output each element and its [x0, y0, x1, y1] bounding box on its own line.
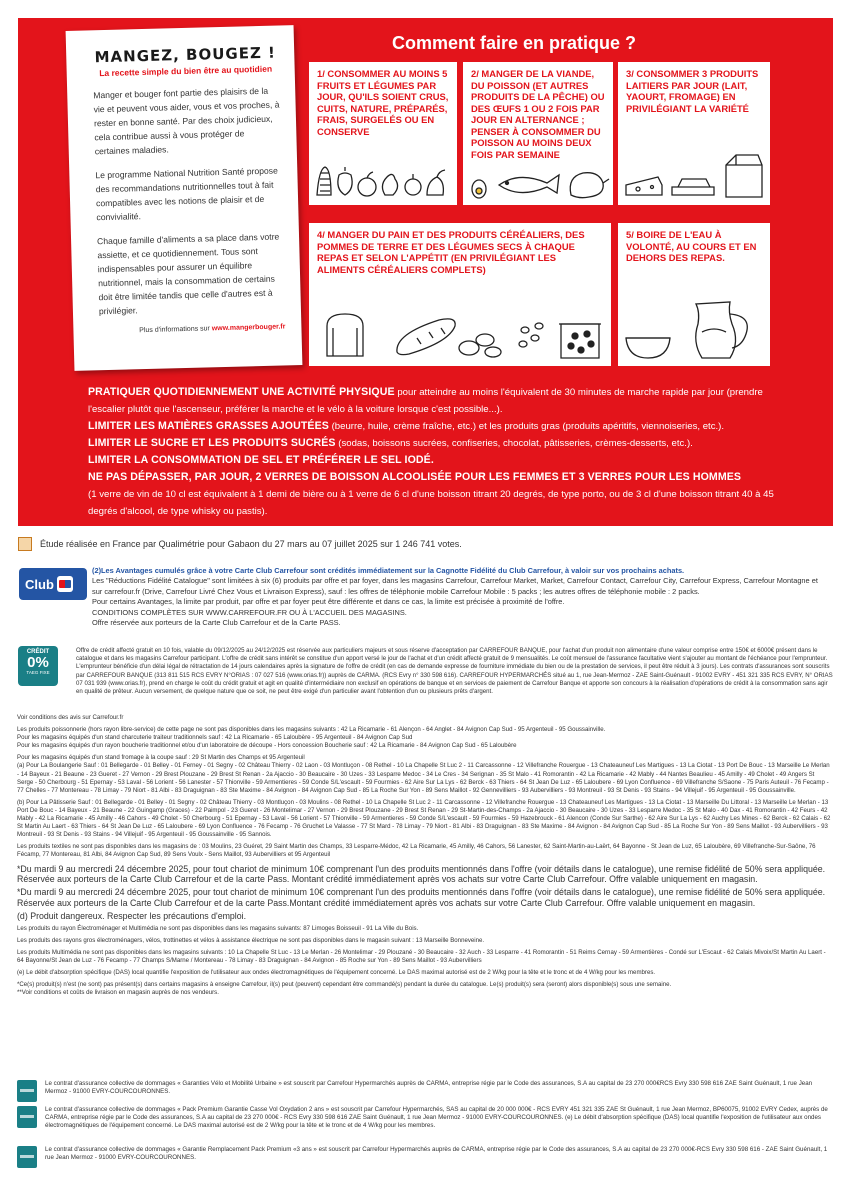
- card-paragraph: Manger et bouger font partie des plaisirs de la vie et peuvent vous aider, vous et vos proches, à rester en bonne santé. Par des choix judicieux, cela contribue aussi à vous protéger de certaines maladies.: [93, 85, 280, 157]
- carrefour-logo-icon: [57, 576, 73, 592]
- recommendation: LIMITER LES MATIÈRES GRASSES AJOUTÉES (beurre, huile, crème fraîche, etc.) et les produits gras (produits apéritifs, viennoiseries, etc.).: [88, 420, 725, 432]
- bread-cereals-icon: [309, 302, 611, 362]
- tip-fruits-vegetables: 1/ CONSOMMER AU MOINS 5 FRUITS ET LÉGUMES PAR JOUR, QU'ILS SOIENT CRUS, CUITS, NATURE, PRÉPARÉS, FRAIS, SURGELÉS OU EN CONSERVE: [309, 62, 457, 205]
- recommendation: NE PAS DÉPASSER, PAR JOUR, 2 VERRES DE BOISSON ALCOOLISÉE POUR LES FEMMES ET 3 VERRES POUR LES HOMMES: [88, 471, 742, 483]
- recommendation: PRATIQUER QUOTIDIENNEMENT UNE ACTIVITÉ PHYSIQUE pour atteindre au moins l'équivalent de 30 minutes de marche rapide par jour (prendre l'escalier plutôt que l'ascenseur, préférer la marche et le vélo à la voiture lorsque c'est possible...).: [88, 386, 763, 415]
- insurance-note: Le contrat d'assurance collective de dommages « Pack Premium Garantie Casse Vol Oxydation 2 ans » est souscrit par Carrefour Hypermarchés, SAS au capital de 20 000 000€ - RCS EVRY 451 321 335 ZAE St Guénault, 1 rue Jean Mermoz, BP60075, 91002 EVRY Cedex, auprès de CARMA, entreprise régie par le Code des assurances, S.A au capital de 23 270 000€ - RCS Evry 330 598 616 ZAE Saint Guénault, 1 rue Jean Mermoz - 91000 EVRY-COURCOURONNES. (e) Le débit d'absorption spécifique (DAS) local quantifie l'exposition de l'utilisateur aux ondes électromagnétiques de l'équipement concerné. Le DAS maximal autorisé est de 2 W/kg pour la tête et le tronc et de 4 W/kg pour les membres.: [17, 1106, 832, 1131]
- card-paragraph: Chaque famille d'aliments a sa place dans votre assiette, et ce quotidiennement. Tous sont indispensables pour assurer un équilibre nutritionnel, mais la consommation de certains doit être limitée tandis que celle d'autres est à privilégier.: [96, 231, 280, 317]
- club-conditions: (2)Les Avantages cumulés grâce à votre Carte Club Carrefour sont crédités immédiatement sur la Cagnotte Fidélité du Club Carrefour, à valoir sur vos prochains achats. Les "Réductions Fidélité Catalogue" sont limitées à six (6) produits par offre et par foyer, dans les magasins Carrefour, Carrefour Market, Market, Carrefour Contact, Carrefour City, Carrefour Express, Carrefour Montagne et sur carrefour.fr (Drive, Carrefour Livré Chez Vous et Livraison Express), sauf : les offres de téléphonie mobile Carrefour Mobile : 5 packs ; les autres offres de téléphonie mobile : 2 packs. Pour certains Avantages, la limite par produit, par offre et par foyer peut être différente et dans ce cas, la limite est précisée à proximité de l'offre. CONDITIONS COMPLÈTES SUR WWW.CARREFOUR.FR OU À L'ACCUEIL DES MAGASINS. Offre réservée aux porteurs de la Carte Club Carrefour et de la Carte PASS.: [92, 566, 830, 628]
- card-paragraph: Le programme National Nutrition Santé propose des recommandations nutritionnelles tout à fait compatibles avec les notions de plaisir et de convivialité.: [95, 165, 278, 223]
- insurance-badge-icon: [17, 1080, 37, 1102]
- credit-conditions: Offre de crédit affecté gratuit en 10 fois, valable du 09/12/2025 au 24/12/2025 est réservée aux particuliers majeurs et sous réserve d'acceptation par CARREFOUR BANQUE, pour l'achat d'un produit non alimentaire d'une valeur comprise entre 150€ et 6000€ présent dans le catalogue et dans les magasins Carrefour participant. L'offre de crédit sans intérêt se constitue d'un apport versé le jour de l'achat et d'un crédit affecté gratuit de 9 mensualités. Le coût mensuel de l'assurance facultative vient s'ajouter au montant de l'échéance pour l'emprunteur. L'emprunteur bénéficie d'un délai légal de rétractation de 14 jours calendaires après la signature de l'offre de crédit (en cas de demande expresse de fourniture immédiate du bien ou de la prestation de services, il peut être réduit à 3 jours). Les contrats d'assurances sont souscrits par CARREFOUR BANQUE (313 811 515 RCS EVRY N°ORIAS : 07 027 516 (www.orias.fr)) auprès de CARMA. (RCS Evry n° 330 598 616). CARREFOUR HYPERMARCHÉS situé au 1, rue Jean-Mermoz - ZAE Saint-Guénault - 91002 EVRY - 451 321 335 RCS EVRY, N° ORIAS 07 031 939 (www.orias.fr), prend en charge le coût du crédit gratuit et agit en qualité d'intermédiaire non exclusif en opérations de banque et en services de paiement de Carrefour Banque et apporte son concours à la réalisation d'opérations de crédit à la consommation sans agir en qualité de prêteur. Aucun versement, de quelque nature que ce soit, ne peut être exigé d'un particulier avant l'obtention d'un ou plusieurs prêts d'argent.: [76, 647, 833, 696]
- fruits-vegetables-icon: [309, 161, 457, 201]
- insurance-badge-icon: [17, 1146, 37, 1168]
- card-more-info: Plus d'informations sur www.mangerbouger.fr: [139, 323, 286, 335]
- dairy-products-icon: [618, 147, 770, 201]
- legal-fine-print: Voir conditions des avis sur Carrefour.fr Les produits poissonnerie (hors rayon libre-service) de cette page ne sont pas disponibles dans les magasins suivants : 42 La Ricamarie - 61 Alençon - 64 Anglet - 84 Avignon Cap Sud - 95 Argenteuil - 95 Goussainville. Pour les magasins équipés d'un stand charcuterie traiteur traditionnels sauf : 42 La Ricamarie - 65 Laloubère - 95 Argenteuil - 84 Avignon Cap Sud Pour les magasins équipés d'un rayon boucherie traditionnel et/ou d'un laboratoire de découpe - Hors concession Boucherie sauf : 42 La Ricamarie - 84 Avignon Cap Sud - 65 Laloubère Pour les magasins équipés d'un stand fromage à la coupe sauf : 29 St Martin des Champs et 95 Argenteuil (a) Pour La Boulangerie Sauf : 01 Bellegarde - 01 Belley - 01 Ferney - 01 Segny - 02 Château Thierry - 02 Laon - 03 Montluçon - 08 Rethel - 10 La Chapelle St Luc 2 - 11 Carcassonne - 12 Villefranche Rouergue - 13 Chateauneuf Les Martigues - 13 La Ciotat - 13 Port De Bouc - 13 Marseille Le Merlan - 14 Bayeux - 21 Beaune - 23 Gueret - 27 Vernon - 29 Brest Plouzane - 29 Brest St Renan - 2a Ajaccio - 30 Beaucaire - 30 Uzes - 33 Lesparre Medoc - 34 Le Cres - 34 Serignan - 35 St Malo - 41 Romorantin - 42 La Ricamarie - 42 Mably - 44 Nantes Beaulieu - 45 Amilly - 49 Cholet - 49 Angers St Serge - 50 Cherbourg - 51 Epernay - 53 Laval - 56 Lorient - 56 Lanester - 57 Thionville - 59 Armentieres - 59 Conde S/L'escault - 59 Fourmies - 62 Aire Sur La Lys - 62 Berck - 63 Thiers - 64 St Jean De Luz - 65 Laloubere - 69 Lyon Confluence - 69 Villefranche S/Saone - 75 Paris Auteuil - 76 Fecamp - 77 Chelles - 77 Montereau - 78 Limay - 79 Niort - 81 Albi - 83 Draguignan - 83 Ste Maxime - 84 Avignon - 84 Avignon Cap Sud - 85 La Roche Sur Yon - 89 Sens Maillot - 92 Gennevilliers - 93 Aubervilliers - 93 Montreuil - 93 St Denis - 93 Stains - 94 Villejuif - 95 Argenteuil - 95 Goussainville. (b) Pour La Pâtisserie Sauf : 01 Bellegarde - 01 Belley - 01 Segny - 02 Château Thierry - 03 Montluçon - 03 Moulins - 08 Rethel - 10 La Chapelle St Luc 2 - 11 Carcassonne - 12 Villefranche Rouergue - 13 Chateauneuf Les Martigues - 13 La Ciotat - 13 Marseille Du Littoral - 13 Marseille Le Merlan - 13 Port De Bouc - 14 Bayeux - 21 Beaune - 22 Guingamp (Graces) - 22 Paimpol - 23 Gueret - 26 Montelimar - 27 Vernon - 29 Brest Plouzane - 29 Brest St Renan - 29 St-Martin-des-Champs - 2a Ajaccio - 30 Beaucaire - 30 Uzes - 33 Lesparre Medoc - 35 St Malo - 40 Dax - 41 Romorantin - 42 Feurs - 42 Mably - 42 La Ricamarie - 45 Amilly - 46 Cahors - 49 Cholet - 50 Cherbourg - 51 Epernay - 53 Laval - 56 Lorient - 57 Thionville - 59 Armentieres - 59 Conde S/L'escault - 59 Fourmies - 59 Hazebrouck - 61 Alencon (Conde Sur Sarthe) - 62 Aire Sur La Lys - 62 Auchy Les Mines - 62 Berck - 62 Calais - 62 St Martin Au Laert - 63 Thiers - 64 St Jean De Luz - 65 Laloubere - 69 Lyon Confluence - 76 Fecamp - 76 Gruchet Le Valasse - 77 St Mard - 78 Limay - 79 Niort - 81 Albi - 83 Draguignan - 83 Ste Maxime - 84 Avignon - 84 Avignon Cap Sud - 85 La Roche Sur Yon - 89 Sens Maillot - 93 Aubervilliers - 93 Montreuil - 93 St Denis - 93 Stains - 94 Villejuif - 95 Argenteuil - 95 Goussainville - 95 Sannois. Les produits textiles ne sont pas disponibles dans les magasins de : 03 Moulins, 23 Guéret, 29 Saint Martin des Champs, 33 Lesparre-Médoc, 42 La Ricamarie, 45 Amilly, 46 Cahors, 56 Lanester, 62 Saint-Martin-au-Laërt, 64 Bayonne - St Jean de Luz, 65 Laloubère, 69 Villefranche-Sur-Saône, 76 Fécamp, 77 Montereau, 81 Albi, 84 Avignon Cap Sud, 89 Sens Voulx - Sens Maillot, 93 Aubervilliers et 95 Argenteuil *Du mardi 9 au mercredi 24 décembre 2025, pour tout chariot de minimum 10€ comprenant l'un des produits mentionnés dans l'offre (voir détails dans le catalogue), une remise fidélité de 50% sera appliquée. Réservée aux porteurs de la Carte Club Carrefour et de la carte Pass. Montant crédité immédiatement après vos achats sur votre Carte Club Carrefour. Offre valable uniquement en magasin. *Du mardi 9 au mercredi 24 décembre 2025, pour tout chariot de minimum 10€ comprenant l'un des produits mentionnés dans l'offre (voir détails dans le catalogue), une remise fidélité de 50% sera appliquée. Réservée aux porteurs de la Carte Club Carrefour et de la carte Pass.Montant crédité immédiatement après vos achats sur votre Carte Club Carrefour. Offre valable uniquement en magasin. (d) Produit dangereux. Respecter les précautions d'emploi. Les produits du rayon Électroménager et Multimédia ne sont pas disponibles dans les magasins suivants: 87 Limoges Boisseuil - 91 La Ville du Bois. Les produits des rayons gros électroménagers, vélos, trottinettes et vélos à assistance électrique ne sont pas disponibles dans le magasin suivant : 13 Marseille Bonneveine. Les produits Multimédia ne sont pas disponibles dans les magasins suivants : 10 La Chapelle St Luc - 13 Le Merlan - 26 Montelimar - 29 Plouzané - 30 Beaucaire - 32 Auch - 33 Lesparre - 41 Romorantin - 51 Reims Cernay - 59 Armentières - Condé sur L'Escaut - 62 Calais Mivoix/St Martin Au Laert - 64 Bayonne/St Jean de Luz - 76 Fecamp - 77 Champs S/Marne / Montereau - 78 Limay - 83 Draguignan - 84 Avignon - 85 Roche sur Yon - 89 Sens Maillot - 93 Aubervilliers (e) Le débit d'absorption spécifique (DAS) local quantifie l'exposition de l'utilisateur aux ondes électromagnétiques de l'équipement concerné. Le DAS maximal autorisé est de 2 W/kg pour la tête et le tronc et de 4 W/kg pour les membres. *Ce(s) produit(s) n'est (ne sont) pas présent(s) dans certains magasins à enseigne Carrefour, il(s) peut (peuvent) cependant être commandé(s) pendant la durée du catalogue. Le(s) produit(s) sera (seront) alors disponible(s) sous une semaine. **Voir conditions et coûts de livraison en magasin auprès de nos vendeurs.: [17, 714, 831, 997]
- insurance-note: Le contrat d'assurance collective de dommages « Garantie Remplacement Pack Premium «3 ans » est souscrit par Carrefour Hypermarchés auprès de CARMA, entreprise régie par le Code des assurances, S.A au capital de 23 270 000€-RCS Evry 330 598 616 - ZAE Saint Guénault, 1 rue Jean Mermoz - 91000 EVRY-COURCOURONNES.: [17, 1146, 832, 1168]
- tip-cereals: 4/ MANGER DU PAIN ET DES PRODUITS CÉRÉALIERS, DES POMMES DE TERRE ET DES LÉGUMES SECS À CHAQUE REPAS ET SELON L'APPÉTIT (EN PRIVILÉGIANT LES ALIMENTS CÉRÉALIERS COMPLETS): [309, 223, 611, 366]
- recommendation: LIMITER LE SUCRE ET LES PRODUITS SUCRÉS (sodas, boissons sucrées, confiseries, chocolat, pâtisseries, crèmes-desserts, etc.).: [88, 437, 693, 449]
- recommendation-note: (1 verre de vin de 10 cl est équivalent à 1 demi de bière ou à 1 verre de 6 cl d'une boisson titrant 20 degrés, de type porto, ou de 3 cl d'une boisson titrant 40 à 45 degrés d'alcool, de type whisky ou pastis).: [88, 489, 774, 517]
- water-jug-icon: [618, 292, 770, 362]
- meat-fish-eggs-icon: [463, 165, 613, 201]
- tip-meat-fish-eggs: 2/ MANGER DE LA VIANDE, DU POISSON (ET AUTRES PRODUITS DE LA PÊCHE) OU DES ŒUFS 1 OU 2 FOIS PAR JOUR EN ALTERNANCE ; PENSER À CONSOMMER DU POISSON AU MOINS DEUX FOIS PAR SEMAINE: [463, 62, 613, 205]
- survey-note: Étude réalisée en France par Qualimétrie pour Gabaon du 27 mars au 07 juillet 2025 sur 1 246 741 votes.: [18, 537, 462, 551]
- card-subtitle: La recette simple du bien être au quotidien: [99, 63, 273, 79]
- mangez-bougez-card: [66, 25, 303, 371]
- how-title: Comment faire en pratique ?: [392, 33, 637, 53]
- insurance-badge-icon: [17, 1106, 37, 1128]
- tip-dairy: 3/ CONSOMMER 3 PRODUITS LAITIERS PAR JOUR (LAIT, YAOURT, FROMAGE) EN PRIVILÉGIANT LA VARIÉTÉ: [618, 62, 770, 205]
- credit-0-badge: CRÉDIT 0% TAEG FIXE: [18, 646, 58, 686]
- mangerbouger-link[interactable]: www.mangerbouger.fr: [211, 323, 286, 333]
- insurance-note: Le contrat d'assurance collective de dommages « Garanties Vélo et Mobilité Urbaine » est souscrit par Carrefour Hypermarchés auprès de CARMA, entreprise régie par le Code des assurances, S.A au capital de 23 270 000€RCS Evry 330 598 616 ZAE Saint Guénault, 1 rue Jean Mermoz - 91000 EVRY-COURCOURONNES.: [17, 1080, 832, 1102]
- club-carrefour-logo: Club: [19, 568, 87, 600]
- recommendation: LIMITER LA CONSOMMATION DE SEL ET PRÉFÉRER LE SEL IODÉ.: [88, 454, 434, 466]
- survey-icon: [18, 537, 32, 551]
- health-recommendations: [88, 384, 788, 520]
- tip-water: 5/ BOIRE DE L'EAU À VOLONTÉ, AU COURS ET EN DEHORS DES REPAS.: [618, 223, 770, 366]
- card-title: MANGEZ, BOUGEZ !: [94, 43, 277, 67]
- carrefour-conditions-link[interactable]: CONDITIONS COMPLÈTES SUR WWW.CARREFOUR.FR OU À L'ACCUEIL DES MAGASINS.: [92, 607, 407, 617]
